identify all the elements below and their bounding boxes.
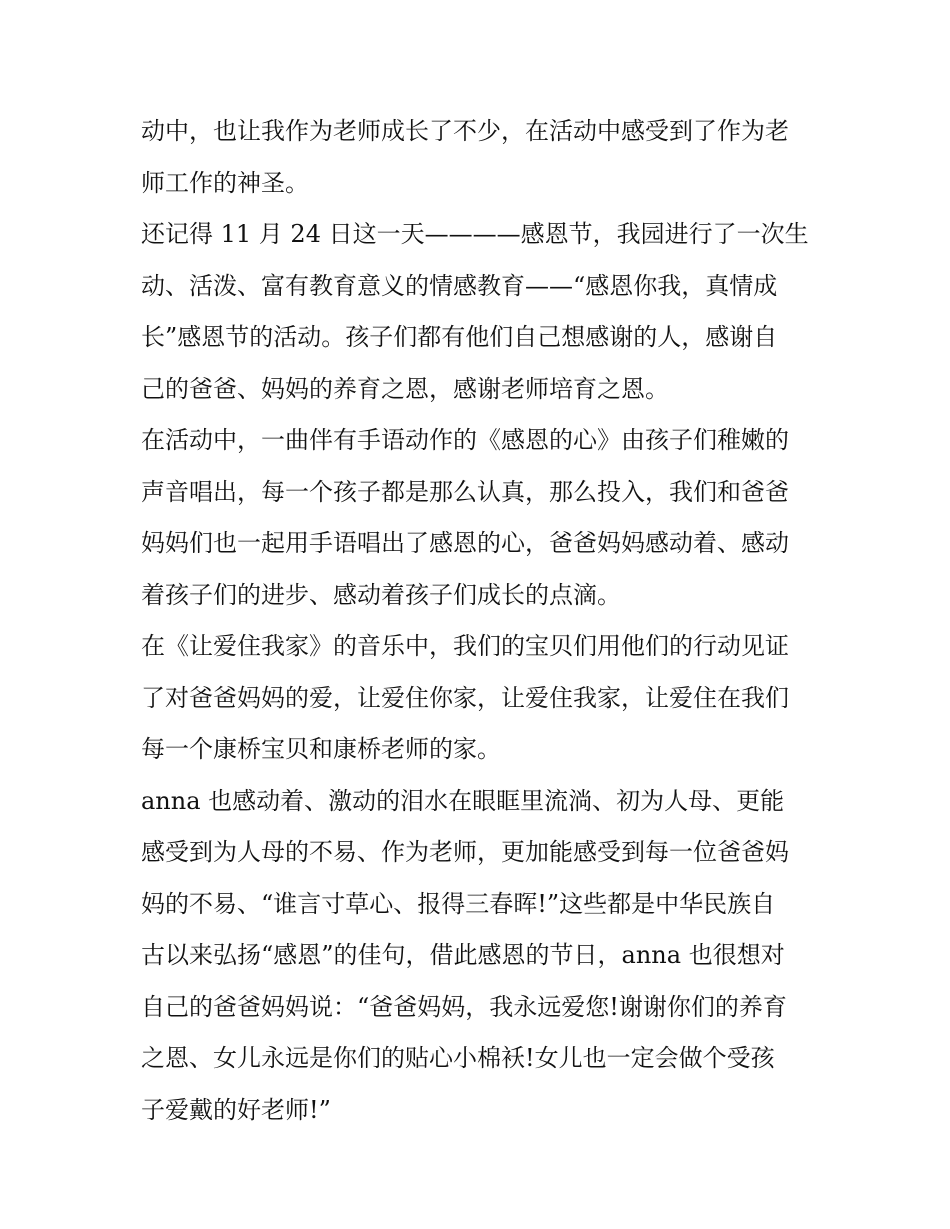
text-line: 在《让爱住我家》的音乐中，我们的宝贝们用他们的行动见证 — [141, 632, 789, 660]
text-line: 动中，也让我作为老师成长了不少，在活动中感受到了作为老 — [141, 117, 789, 145]
text-line: 古以来弘扬“感恩”的佳句，借此感恩的节日，anna 也很想对 — [141, 941, 785, 969]
paragraph — [141, 776, 821, 1137]
text-line: 感受到为人母的不易、作为老师，更加能感受到每一位爸爸妈 — [141, 838, 789, 866]
text-line: 声音唱出，每一个孩子都是那么认真，那么投入，我们和爸爸 — [141, 477, 789, 506]
document-body — [141, 106, 821, 1136]
text-line: 长”感恩节的活动。孩子们都有他们自己想感谢的人，感谢自 — [141, 323, 778, 351]
text-line: anna 也感动着、激动的泪水在眼眶里流淌、初为人母、更能 — [141, 786, 785, 815]
text-line: 着孩子们的进步、感动着孩子们成长的点滴。 — [141, 580, 621, 609]
text-line: 子爱戴的好老师!” — [141, 1095, 331, 1124]
text-line: 妈妈们也一起用手语唱出了感恩的心，爸爸妈妈感动着、感动 — [141, 529, 789, 557]
text-line: 己的爸爸、妈妈的养育之恩，感谢老师培育之恩。 — [141, 374, 669, 403]
text-line: 在活动中，一曲伴有手语动作的《感恩的心》由孩子们稚嫩的 — [141, 426, 789, 454]
paragraph — [141, 209, 821, 415]
text-line: 之恩、女儿永远是你们的贴心小棉袄!女儿也一定会做个受孩 — [141, 1044, 775, 1072]
text-line: 了对爸爸妈妈的爱，让爱住你家，让爱住我家，让爱住在我们 — [141, 683, 789, 712]
text-line: 每一个康桥宝贝和康桥老师的家。 — [141, 735, 501, 763]
paragraph — [141, 621, 821, 776]
text-line: 自己的爸爸妈妈说：“爸爸妈妈，我永远爱您!谢谢你们的养育 — [141, 992, 787, 1021]
paragraph — [141, 106, 821, 209]
text-line: 妈的不易、“谁言寸草心、报得三春晖!”这些都是中华民族自 — [141, 889, 776, 918]
paragraph — [141, 415, 821, 621]
text-line: 还记得 11 月 24 日这一天————感恩节，我园进行了一次生 — [141, 220, 809, 248]
text-line: 师工作的神圣。 — [141, 168, 309, 197]
text-line: 动、活泼、富有教育意义的情感教育——“感恩你我，真情成 — [141, 271, 778, 300]
